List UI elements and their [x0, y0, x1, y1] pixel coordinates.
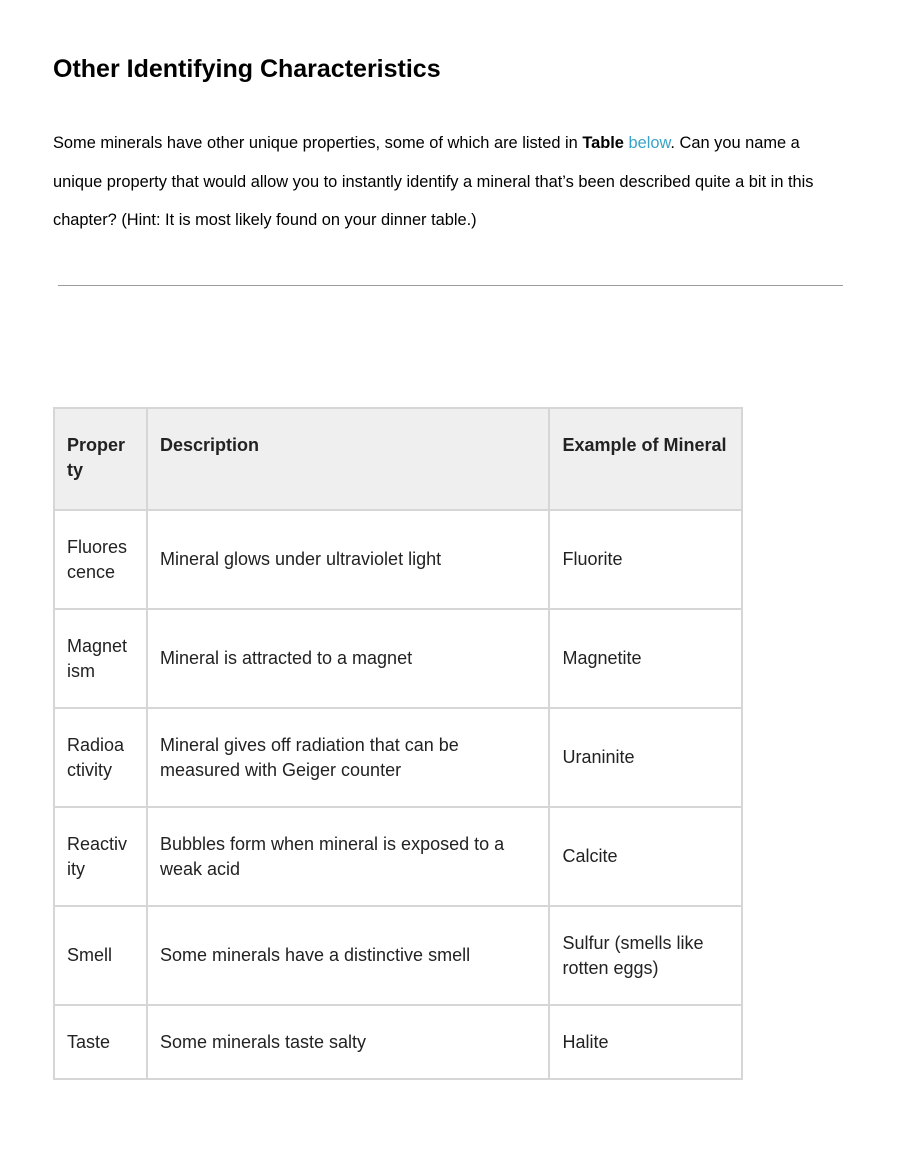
cell-property: Magnet ism	[54, 609, 147, 708]
table-row	[54, 609, 742, 708]
cell-example: Sulfur (smells like rotten eggs)	[549, 906, 742, 1005]
cell-property: Reactiv ity	[54, 807, 147, 906]
header-example: Example of Mineral	[549, 408, 742, 510]
cell-description: Some minerals have a distinctive smell	[147, 906, 550, 1005]
page-title: Other Identifying Characteristics	[53, 55, 441, 83]
cell-example: Halite	[549, 1005, 742, 1079]
table-header-row	[54, 408, 742, 510]
properties-table	[53, 407, 743, 1080]
cell-description: Some minerals taste salty	[147, 1005, 550, 1079]
cell-description: Mineral is attracted to a magnet	[147, 609, 550, 708]
intro-text-end: . Can you name a unique property that would allow you to instantly identify a mineral that’s been described quite a bit in this chapter? (Hint: It is most likely found on your dinner table.)	[53, 134, 814, 229]
below-link[interactable]: below	[628, 134, 671, 152]
cell-description: Mineral gives off radiation that can be measured with Geiger counter	[147, 708, 550, 807]
cell-description: Mineral glows under ultraviolet light	[147, 510, 550, 609]
cell-property: Smell	[54, 906, 147, 1005]
intro-text-start: Some minerals have other unique properties, some of which are listed in	[53, 134, 583, 152]
table-row	[54, 510, 742, 609]
cell-example: Uraninite	[549, 708, 742, 807]
table-reference: Table	[582, 134, 624, 152]
cell-example: Magnetite	[549, 609, 742, 708]
table-row	[54, 906, 742, 1005]
cell-property: Radioa ctivity	[54, 708, 147, 807]
table-row	[54, 807, 742, 906]
table-row	[54, 1005, 742, 1079]
cell-property: Taste	[54, 1005, 147, 1079]
cell-example: Fluorite	[549, 510, 742, 609]
header-description: Description	[147, 408, 550, 510]
horizontal-divider	[58, 285, 843, 286]
header-property: Proper ty	[54, 408, 147, 510]
cell-property: Fluores cence	[54, 510, 147, 609]
cell-description: Bubbles form when mineral is exposed to a weak acid	[147, 807, 550, 906]
intro-paragraph	[53, 124, 853, 240]
cell-example: Calcite	[549, 807, 742, 906]
table-row	[54, 708, 742, 807]
